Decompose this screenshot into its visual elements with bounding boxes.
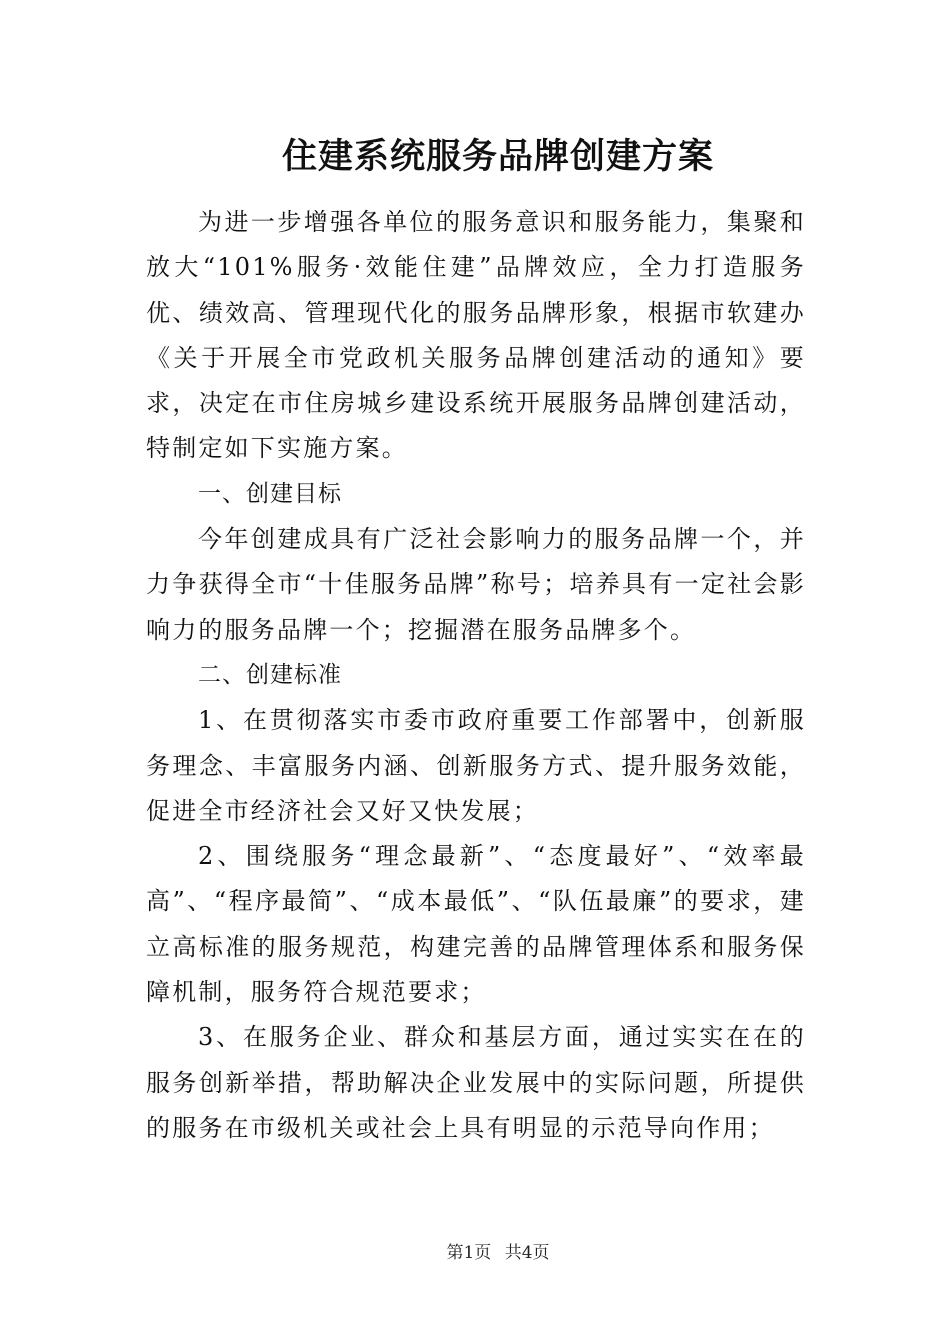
standard-item-1: 1、在贯彻落实市委市政府重要工作部署中，创新服务理念、丰富服务内涵、创新服务方式、提升服务效能，促进全市经济社会又好又快发展； [146, 706, 806, 825]
standard-item-2: 2、围绕服务“理念最新”、“态度最好”、“效率最高”、“程序最简”、“成本最低”、“队伍最廉”的要求，建立高标准的服务规范，构建完善的品牌管理体系和服务保障机制，服务符合规范要求； [146, 842, 806, 1007]
page-total: 共4页 [504, 1243, 550, 1263]
section-heading-goals: 一、创建目标 [198, 480, 342, 507]
document-body [146, 200, 806, 1151]
goals-paragraph: 今年创建成具有广泛社会影响力的服务品牌一个，并力争获得全市“十佳服务品牌”称号；培养具有一定社会影响力的服务品牌一个；挖掘潜在服务品牌多个。 [146, 525, 806, 644]
page-number: 第1页 [446, 1243, 492, 1263]
page-footer [0, 1240, 950, 1266]
standard-item-3: 3、在服务企业、群众和基层方面，通过实实在在的服务创新举措，帮助解决企业发展中的实际问题，所提供的服务在市级机关或社会上具有明显的示范导向作用； [146, 1023, 806, 1142]
intro-paragraph: 为进一步增强各单位的服务意识和服务能力，集聚和放大“101%服务·效能住建”品牌效应，全力打造服务优、绩效高、管理现代化的服务品牌形象，根据市软建办《关于开展全市党政机关服务品牌创建活动的通知》要求，决定在市住房城乡建设系统开展服务品牌创建活动，特制定如下实施方案。 [146, 208, 806, 463]
document-title: 住建系统服务品牌创建方案 [281, 136, 714, 177]
section-heading-standards: 二、创建标准 [198, 661, 342, 688]
